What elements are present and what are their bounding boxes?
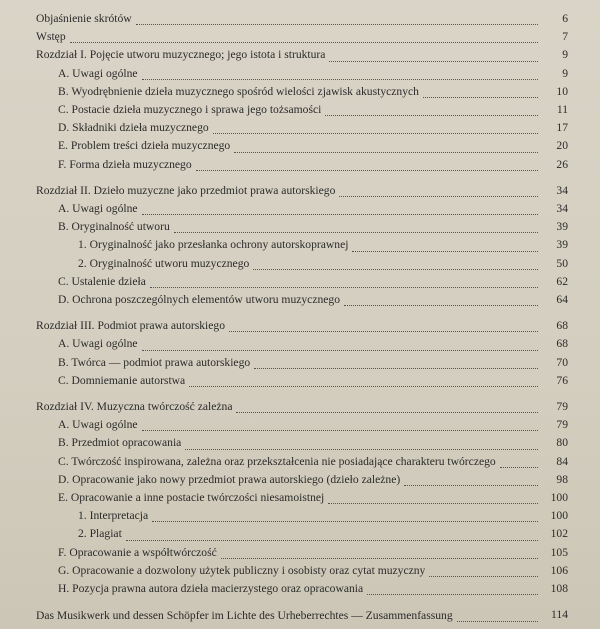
toc-entry-page: 20 bbox=[556, 139, 568, 153]
toc-entry-page: 105 bbox=[550, 545, 568, 559]
toc-entry bbox=[36, 46, 568, 64]
toc-entry-title: B. Przedmiot opracowania bbox=[58, 436, 182, 450]
dot-leader bbox=[150, 287, 538, 288]
toc-entry-page: 39 bbox=[556, 238, 568, 252]
toc-entry-page: 102 bbox=[550, 527, 568, 541]
dot-leader bbox=[229, 331, 538, 332]
toc-entry bbox=[36, 434, 568, 452]
dot-leader bbox=[367, 594, 538, 595]
dot-leader bbox=[142, 430, 538, 431]
toc-entry bbox=[36, 83, 568, 101]
toc-entry bbox=[36, 335, 568, 353]
toc-entry-page: 11 bbox=[556, 103, 568, 117]
toc-entry-title: C. Domniemanie autorstwa bbox=[58, 373, 186, 387]
toc-entry-page: 70 bbox=[556, 355, 568, 369]
dot-leader bbox=[423, 97, 538, 98]
toc-entry-page: 100 bbox=[550, 509, 568, 523]
toc-entry bbox=[36, 255, 568, 273]
toc-entry-page: 68 bbox=[556, 319, 568, 333]
dot-leader bbox=[325, 115, 538, 116]
toc-entry-title: A. Uwagi ogólne bbox=[58, 337, 138, 351]
toc-entry bbox=[36, 317, 568, 335]
toc-entry bbox=[36, 398, 568, 416]
toc-entry-title: A. Uwagi ogólne bbox=[58, 66, 138, 80]
toc-entry-title: Rozdział II. Dzieło muzyczne jako przedmiot prawa autorskiego bbox=[36, 183, 336, 197]
toc-entry-page: 7 bbox=[562, 30, 568, 44]
toc-entry-title: Rozdział IV. Muzyczna twórczość zależna bbox=[36, 400, 233, 414]
toc-entry bbox=[36, 236, 568, 254]
dot-leader bbox=[185, 449, 538, 450]
dot-leader bbox=[196, 170, 538, 171]
toc-entry-title: B. Oryginalność utworu bbox=[58, 220, 170, 234]
toc-entry-title: Wstęp bbox=[36, 30, 66, 44]
toc-entry-title: B. Twórca — podmiot prawa autorskiego bbox=[58, 355, 251, 369]
toc-entry bbox=[36, 507, 568, 525]
dot-leader bbox=[500, 467, 538, 468]
dot-leader bbox=[142, 350, 538, 351]
toc-entry-title: Objaśnienie skrótów bbox=[36, 12, 132, 25]
toc-entry-title: C. Postacie dzieła muzycznego i sprawa jego tożsamości bbox=[58, 103, 322, 117]
toc-entry bbox=[36, 372, 568, 390]
dot-leader bbox=[236, 412, 538, 413]
toc-entry bbox=[36, 200, 568, 218]
dot-leader bbox=[404, 485, 538, 486]
toc-entry-page: 39 bbox=[556, 220, 568, 234]
toc-entry bbox=[36, 218, 568, 236]
toc-entry-page: 64 bbox=[556, 293, 568, 307]
dot-leader bbox=[253, 269, 538, 270]
dot-leader bbox=[70, 42, 538, 43]
toc-entry bbox=[36, 182, 568, 200]
toc-entry-title: D. Składniki dzieła muzycznego bbox=[58, 121, 209, 135]
dot-leader bbox=[457, 621, 538, 622]
toc-entry-title: D. Opracowanie jako nowy przedmiot prawa autorskiego (dzieło zależne) bbox=[58, 472, 401, 486]
dot-leader bbox=[174, 232, 538, 233]
toc-entry-page: 80 bbox=[556, 436, 568, 450]
toc-entry-page: 84 bbox=[556, 454, 568, 468]
toc-entry-page: 108 bbox=[550, 582, 568, 596]
dot-leader bbox=[142, 79, 538, 80]
toc-entry-title: E. Opracowanie a inne postacie twórczości niesamoistnej bbox=[58, 491, 325, 505]
toc-entry bbox=[36, 453, 568, 471]
toc-entry bbox=[36, 606, 568, 624]
toc-entry bbox=[36, 137, 568, 155]
toc-entry-page: 9 bbox=[562, 66, 568, 80]
toc-entry-page: 6 bbox=[562, 12, 568, 25]
toc-entry-page: 98 bbox=[556, 472, 568, 486]
toc-entry-title: A. Uwagi ogólne bbox=[58, 202, 138, 216]
toc-entry-title: A. Uwagi ogólne bbox=[58, 418, 138, 432]
toc-entry-title: Rozdział I. Pojęcie utworu muzycznego; jego istota i struktura bbox=[36, 48, 326, 62]
toc-entry-page: 76 bbox=[556, 373, 568, 387]
dot-leader bbox=[136, 24, 538, 25]
toc-entry bbox=[36, 273, 568, 291]
dot-leader bbox=[328, 503, 538, 504]
toc-entry bbox=[36, 10, 568, 28]
toc-entry-title: C. Twórczość inspirowana, zależna oraz przekształcenia nie posiadające charakteru twórczego bbox=[58, 454, 496, 468]
toc-entry-title: 1. Oryginalność jako przesłanka ochrony autorskoprawnej bbox=[78, 238, 349, 252]
dot-leader bbox=[344, 305, 538, 306]
toc-entry-title: D. Ochrona poszczególnych elementów utworu muzycznego bbox=[58, 293, 341, 307]
dot-leader bbox=[189, 386, 538, 387]
toc-entry-title: F. Opracowanie a współtwórczość bbox=[58, 545, 217, 559]
toc-entry-title: E. Problem treści dzieła muzycznego bbox=[58, 139, 231, 153]
toc-entry-page: 68 bbox=[556, 337, 568, 351]
toc-entry-title: Rozdział III. Podmiot prawa autorskiego bbox=[36, 319, 225, 333]
toc-entry bbox=[36, 471, 568, 489]
toc-entry bbox=[36, 28, 568, 46]
toc-entry-page: 79 bbox=[556, 400, 568, 414]
toc-entry bbox=[36, 156, 568, 174]
toc-entry-page: 100 bbox=[550, 491, 568, 505]
dot-leader bbox=[339, 196, 538, 197]
toc-entry-page: 62 bbox=[556, 274, 568, 288]
table-of-contents bbox=[36, 10, 568, 625]
toc-entry-page: 50 bbox=[556, 256, 568, 270]
toc-entry-title: C. Ustalenie dzieła bbox=[58, 274, 146, 288]
toc-entry-title: H. Pozycja prawna autora dzieła macierzystego oraz opracowania bbox=[58, 582, 364, 596]
toc-entry bbox=[36, 580, 568, 598]
toc-entry-page: 79 bbox=[556, 418, 568, 432]
toc-entry-page: 10 bbox=[556, 84, 568, 98]
toc-entry-page: 34 bbox=[556, 202, 568, 216]
toc-entry bbox=[36, 562, 568, 580]
toc-entry-page: 34 bbox=[556, 183, 568, 197]
toc-entry-title: F. Forma dzieła muzycznego bbox=[58, 157, 192, 171]
toc-entry-page: 106 bbox=[550, 563, 568, 577]
toc-entry-title: B. Wyodrębnienie dzieła muzycznego spośród wielości zjawisk akustycznych bbox=[58, 84, 419, 98]
toc-entry bbox=[36, 354, 568, 372]
toc-entry bbox=[36, 489, 568, 507]
toc-entry-title: 2. Plagiat bbox=[78, 527, 122, 541]
dot-leader bbox=[221, 558, 538, 559]
toc-entry-page: 9 bbox=[562, 48, 568, 62]
toc-entry bbox=[36, 525, 568, 543]
dot-leader bbox=[429, 576, 538, 577]
toc-entry-title: 2. Oryginalność utworu muzycznego bbox=[78, 256, 250, 270]
dot-leader bbox=[254, 368, 538, 369]
toc-entry-title: Das Musikwerk und dessen Schöpfer im Lichte des Urheberrechtes — Zusammenfassung bbox=[36, 608, 453, 622]
toc-entry bbox=[36, 416, 568, 434]
toc-entry-page: 114 bbox=[551, 608, 568, 622]
toc-entry-page: 26 bbox=[556, 157, 568, 171]
toc-entry bbox=[36, 544, 568, 562]
toc-entry bbox=[36, 101, 568, 119]
toc-entry-page: 17 bbox=[556, 121, 568, 135]
toc-entry-title: 1. Interpretacja bbox=[78, 509, 149, 523]
toc-entry bbox=[36, 291, 568, 309]
toc-entry-title: G. Opracowanie a dozwolony użytek publiczny i osobisty oraz cytat muzyczny bbox=[58, 564, 426, 578]
dot-leader bbox=[126, 540, 538, 541]
toc-entry bbox=[36, 65, 568, 83]
dot-leader bbox=[142, 214, 538, 215]
dot-leader bbox=[152, 521, 538, 522]
dot-leader bbox=[234, 152, 538, 153]
dot-leader bbox=[213, 133, 538, 134]
toc-entry bbox=[36, 119, 568, 137]
dot-leader bbox=[352, 251, 538, 252]
dot-leader bbox=[329, 61, 538, 62]
